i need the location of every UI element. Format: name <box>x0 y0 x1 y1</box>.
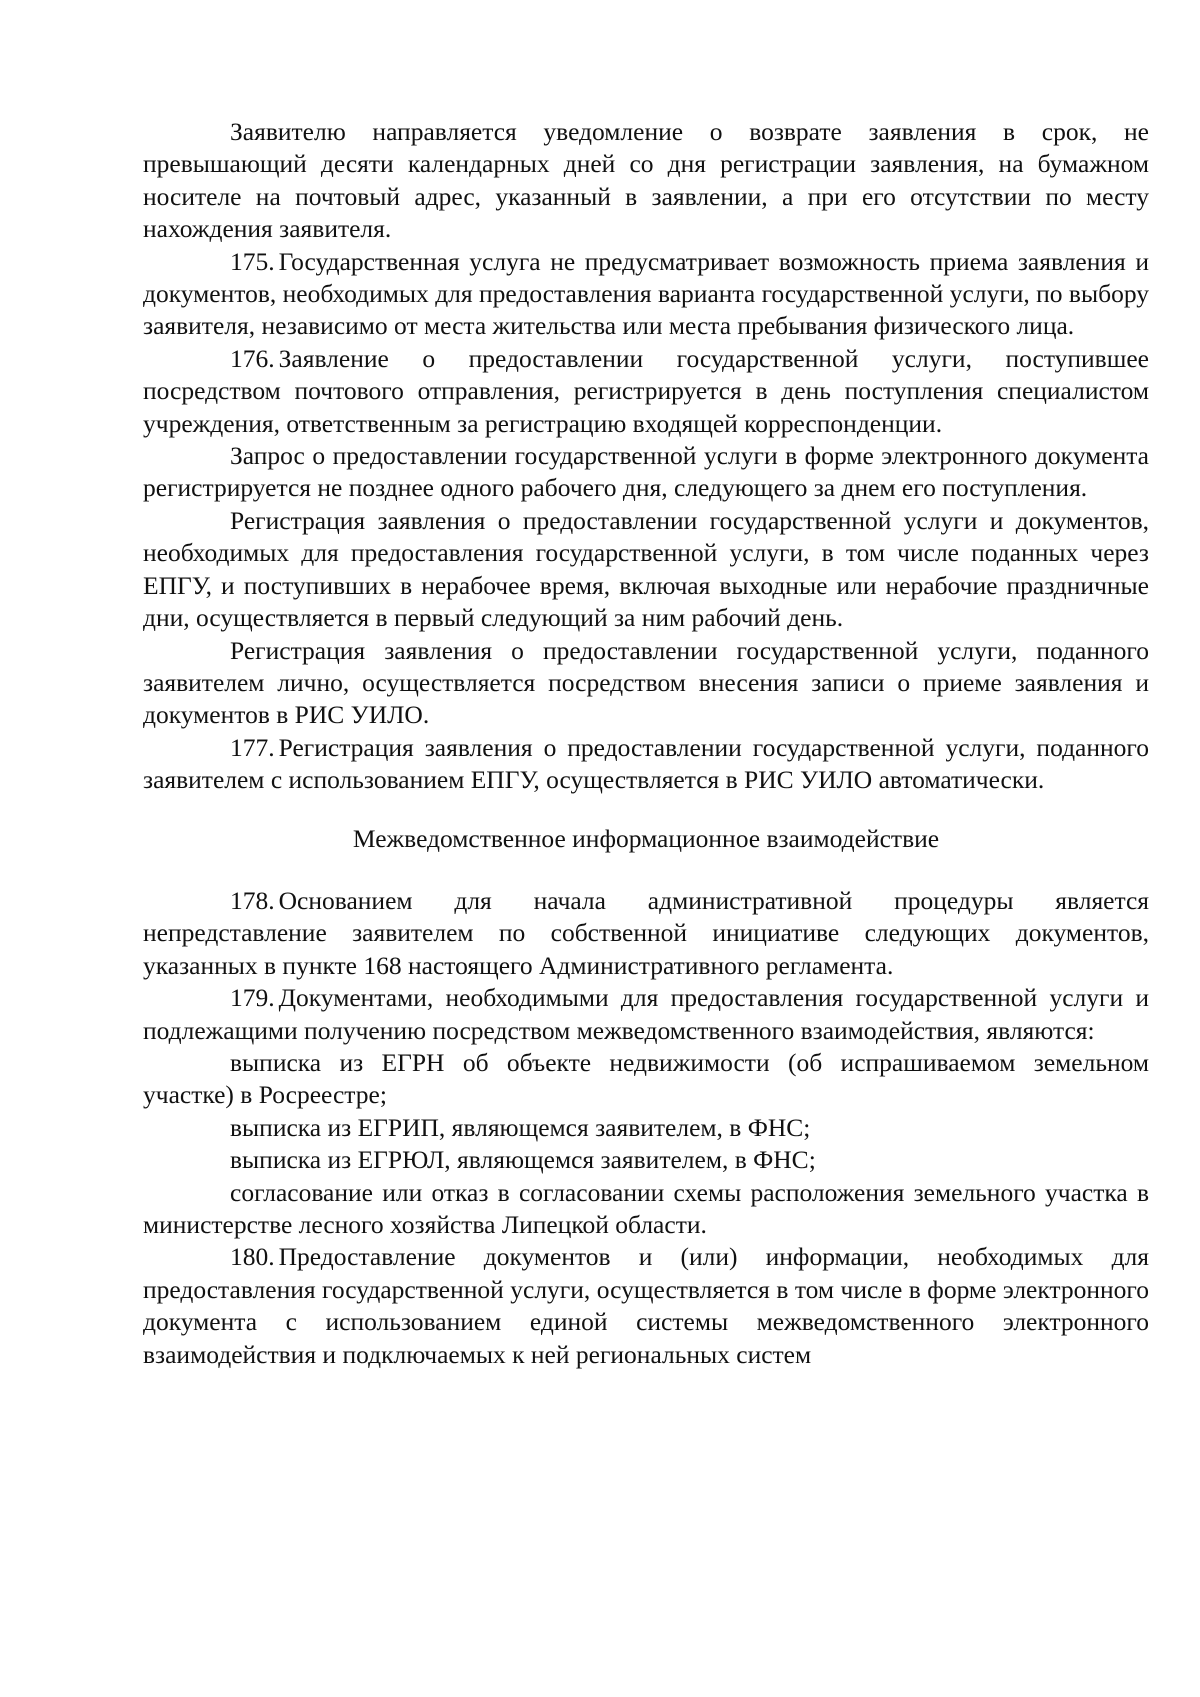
document-page <box>143 116 1149 1371</box>
paragraph: Заявителю направляется уведомление о возврате заявления в срок, не превышающий десяти календарных дней со дня регистрации заявления, на бумажном носителе на почтовый адрес, указанный в заявлении, а при его отсутствии по месту нахождения заявителя. <box>143 117 1149 244</box>
paragraph-179: 179. Документами, необходимыми для предоставления государственной услуги и подлежащими получению посредством межведомственного взаимодействия, являются: <box>143 983 1149 1045</box>
paragraph-number: 176. <box>230 343 275 373</box>
list-item: согласование или отказ в согласовании схемы расположения земельного участка в министерстве лесного хозяйства Липецкой области. <box>143 1177 1149 1239</box>
paragraph-178: 178. Основанием для начала административной процедуры является непредставление заявителем по собственной инициативе следующих документов, указанных в пункте 168 настоящего Административного регламента. <box>143 885 1149 980</box>
paragraph-176: 176. Заявление о предоставлении государственной услуги, поступившее посредством почтового отправления, регистрируется в день поступления специалистом учреждения, ответственным за регистрацию входящей корреспонденции. <box>143 343 1149 438</box>
paragraph-number: 178. <box>230 885 275 915</box>
paragraph: Регистрация заявления о предоставлении государственной услуги, поданного заявителем лично, осуществляется посредством внесения записи о приеме заявления и документов в РИС УИЛО. <box>143 635 1149 730</box>
section-heading: Межведомственное информационное взаимодействие <box>352 823 940 853</box>
paragraph-number: 177. <box>230 732 275 762</box>
list-item: выписка из ЕГРЮЛ, являющемся заявителем, в ФНС; <box>230 1145 816 1175</box>
list-item: выписка из ЕГРИП, являющемся заявителем, в ФНС; <box>230 1112 811 1142</box>
paragraph-175: 175. Государственная услуга не предусматривает возможность приема заявления и документов, необходимых для предоставления варианта государственной услуги, по выбору заявителя, независимо от места жительства или места пребывания физического лица. <box>143 246 1149 341</box>
paragraph-177: 177. Регистрация заявления о предоставлении государственной услуги, поданного заявителем с использованием ЕПГУ, осуществляется в РИС УИЛО автоматически. <box>143 732 1149 795</box>
paragraphs-before <box>143 116 1149 797</box>
list-item: выписка из ЕГРН об объекте недвижимости (об испрашиваемом земельном участке) в Росреестре; <box>143 1047 1149 1110</box>
paragraph-number: 180. <box>230 1242 275 1272</box>
paragraphs-after <box>143 885 1149 1371</box>
paragraph: Запрос о предоставлении государственной услуги в форме электронного документа регистрируется не позднее одного рабочего дня, следующего за днем его поступления. <box>143 441 1149 503</box>
paragraph-number: 179. <box>230 983 275 1013</box>
paragraph: Регистрация заявления о предоставлении государственной услуги и документов, необходимых для предоставления государственной услуги, в том числе поданных через ЕПГУ, и поступивших в нерабочее время, включая выходные или нерабочие праздничные дни, осуществляется в первый следующий за ним рабочий день. <box>143 505 1149 633</box>
paragraph-number: 175. <box>230 246 275 276</box>
paragraph-180: 180. Предоставление документов и (или) информации, необходимых для предоставления государственной услуги, осуществляется в том числе в форме электронного документа с использованием единой системы межведомственного электронного взаимодействия и подключаемых к ней региональных систем <box>143 1242 1149 1369</box>
